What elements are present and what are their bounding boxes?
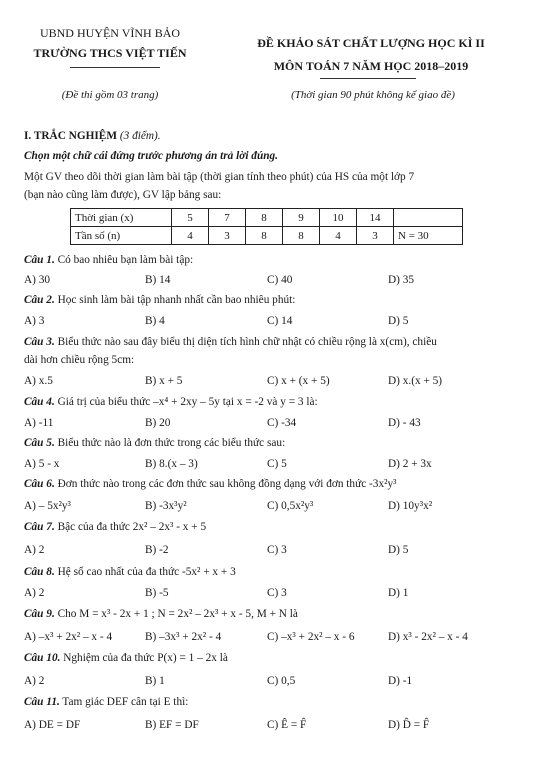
school-name: TRƯỜNG THCS VIỆT TIẾN xyxy=(33,46,187,60)
question-text xyxy=(24,608,298,620)
section-points: (3 điểm). xyxy=(119,130,161,142)
answer-option[interactable]: C) Ê = F̂ xyxy=(267,719,307,731)
section-heading xyxy=(24,130,161,142)
answer-option[interactable]: C) 14 xyxy=(267,315,293,327)
answer-option[interactable]: A) -11 xyxy=(24,417,54,429)
question-number: Câu 7. xyxy=(24,521,55,533)
answer-option[interactable]: C) -34 xyxy=(267,417,297,429)
answer-option[interactable]: A) 2 xyxy=(24,587,45,599)
answer-option[interactable]: A) DE = DF xyxy=(24,719,81,731)
question-text xyxy=(24,294,295,306)
answer-option[interactable]: B) -3x³y² xyxy=(145,500,187,512)
question-stem: Có bao nhiêu bạn làm bài tập: xyxy=(54,254,194,266)
table-cell xyxy=(394,209,463,227)
exam-title: ĐỀ KHẢO SÁT CHẤT LƯỢNG HỌC KÌ II xyxy=(257,36,485,50)
question-stem: Tam giác DEF cân tại E thì: xyxy=(59,696,189,708)
intro-line-1: Một GV theo dõi thời gian làm bài tập (thời gian tính theo phút) của HS của một lớp 7 xyxy=(24,171,415,183)
answer-option[interactable]: A) 5 - x xyxy=(24,458,60,470)
question-number: Câu 6. xyxy=(24,478,55,490)
table-cell: 3 xyxy=(209,227,246,245)
table-row xyxy=(71,227,463,245)
question-stem: Giá trị của biểu thức –x⁴ + 2xy – 5y tại x = -2 và y = 3 là: xyxy=(54,396,318,408)
table-cell: 5 xyxy=(172,209,209,227)
answer-option[interactable]: B) 1 xyxy=(145,675,165,687)
section-title: I. TRẮC NGHIỆM xyxy=(24,130,118,142)
answer-option[interactable]: B) 14 xyxy=(145,274,171,286)
answer-option[interactable]: C) 5 xyxy=(267,458,287,470)
answer-option[interactable]: A) 3 xyxy=(24,315,45,327)
question-number: Câu 8. xyxy=(24,566,55,578)
table-cell: 7 xyxy=(209,209,246,227)
answer-option[interactable]: D) 10y³x² xyxy=(388,500,433,512)
question-stem: Cho M = x³ - 2x + 1 ; N = 2x² – 2x³ + x - 5, M + N là xyxy=(54,608,298,620)
question-text xyxy=(24,478,397,490)
question-stem: Biểu thức nào là đơn thức trong các biểu thức sau: xyxy=(54,437,286,449)
table-cell: 8 xyxy=(246,209,283,227)
question-number: Câu 10. xyxy=(24,652,61,664)
subject-line: MÔN TOÁN 7 NĂM HỌC 2018–2019 xyxy=(273,59,469,73)
question-stem: Học sinh làm bài tập nhanh nhất cần bao nhiêu phút: xyxy=(54,294,296,306)
question-stem-continued: dài hơn chiều rộng 5cm: xyxy=(24,354,135,366)
intro-line-2: (bạn nào cũng làm được), GV lập bảng sau: xyxy=(24,189,222,201)
answer-option[interactable]: D) x³ - 2x² – x - 4 xyxy=(388,631,468,643)
answer-option[interactable]: C) 3 xyxy=(267,587,287,599)
answer-option[interactable]: D) D̂ = F̂ xyxy=(388,719,430,731)
table-cell: 3 xyxy=(357,227,394,245)
answer-option[interactable]: C) –x³ + 2x² – x - 6 xyxy=(267,631,355,643)
answer-option[interactable]: C) 0,5x²y³ xyxy=(267,500,314,512)
question-number: Câu 11. xyxy=(24,696,60,708)
answer-option[interactable]: B) 8.(x – 3) xyxy=(145,458,198,470)
answer-option[interactable]: D) 5 xyxy=(388,315,409,327)
answer-option[interactable]: C) 40 xyxy=(267,274,293,286)
department-name: UBND HUYỆN VĨNH BẢO xyxy=(39,26,181,40)
answer-option[interactable]: D) 5 xyxy=(388,544,409,556)
table-cell: 4 xyxy=(172,227,209,245)
question-stem: Nghiệm của đa thức P(x) = 1 – 2x là xyxy=(60,652,228,664)
time-note: (Thời gian 90 phút không kể giao đề) xyxy=(291,89,455,101)
question-number: Câu 5. xyxy=(24,437,55,449)
question-stem: Đơn thức nào trong các đơn thức sau không đồng dạng với đơn thức -3x²y³ xyxy=(54,478,397,490)
answer-option[interactable]: D) 2 + 3x xyxy=(388,458,432,470)
question-number: Câu 2. xyxy=(24,294,55,306)
question-text xyxy=(24,521,206,533)
pages-note: (Đề thi gồm 03 trang) xyxy=(61,89,159,101)
question-text xyxy=(24,254,193,266)
question-text xyxy=(24,652,228,664)
table-cell: Tần số (n) xyxy=(71,227,172,245)
table-cell: 14 xyxy=(357,209,394,227)
answer-option[interactable]: D) -1 xyxy=(388,675,413,687)
answer-option[interactable]: B) EF = DF xyxy=(145,719,199,731)
answer-option[interactable]: D) x.(x + 5) xyxy=(388,375,443,387)
instruction: Chọn một chữ cái đứng trước phương án trả lời đúng. xyxy=(24,150,278,162)
answer-option[interactable]: A) 2 xyxy=(24,675,45,687)
question-stem: Biểu thức nào sau đây biểu thị diện tích hình chữ nhật có chiều rộng là x(cm), chiều xyxy=(54,336,437,348)
question-number: Câu 4. xyxy=(24,396,55,408)
answer-option[interactable]: A) – 5x²y³ xyxy=(24,500,71,512)
title-underline xyxy=(320,78,416,79)
question-stem: Bậc của đa thức 2x² – 2x³ - x + 5 xyxy=(54,521,207,533)
school-underline xyxy=(70,67,160,68)
table-cell: 8 xyxy=(283,227,320,245)
table-cell: Thời gian (x) xyxy=(71,209,172,227)
answer-option[interactable]: D) 35 xyxy=(388,274,415,286)
table-cell: N = 30 xyxy=(394,227,463,245)
answer-option[interactable]: A) x.5 xyxy=(24,375,53,387)
table-cell: 10 xyxy=(320,209,357,227)
question-text xyxy=(24,336,437,348)
table-cell: 8 xyxy=(246,227,283,245)
answer-option[interactable]: B) -2 xyxy=(145,544,169,556)
table-cell: 9 xyxy=(283,209,320,227)
answer-option[interactable]: D) - 43 xyxy=(388,417,421,429)
frequency-table xyxy=(70,208,463,245)
answer-option[interactable]: B) –3x³ + 2x² - 4 xyxy=(145,631,222,643)
answer-option[interactable]: B) 4 xyxy=(145,315,165,327)
answer-option[interactable]: B) x + 5 xyxy=(145,375,183,387)
answer-option[interactable]: A) 30 xyxy=(24,274,51,286)
table-row xyxy=(71,209,463,227)
answer-option[interactable]: C) x + (x + 5) xyxy=(267,375,330,387)
question-text xyxy=(24,696,188,708)
question-number: Câu 9. xyxy=(24,608,55,620)
answer-option[interactable]: D) 1 xyxy=(388,587,409,599)
answer-option[interactable]: C) 0,5 xyxy=(267,675,296,687)
question-text xyxy=(24,396,318,408)
answer-option[interactable]: A) –x³ + 2x² – x - 4 xyxy=(24,631,113,643)
table-cell: 4 xyxy=(320,227,357,245)
answer-option[interactable]: C) 3 xyxy=(267,544,287,556)
question-stem: Hệ số cao nhất của đa thức -5x² + x + 3 xyxy=(54,566,236,578)
answer-option[interactable]: B) -5 xyxy=(145,587,169,599)
question-text xyxy=(24,566,236,578)
question-text xyxy=(24,437,285,449)
answer-option[interactable]: B) 20 xyxy=(145,417,171,429)
answer-option[interactable]: A) 2 xyxy=(24,544,45,556)
question-number: Câu 3. xyxy=(24,336,55,348)
question-number: Câu 1. xyxy=(24,254,55,266)
